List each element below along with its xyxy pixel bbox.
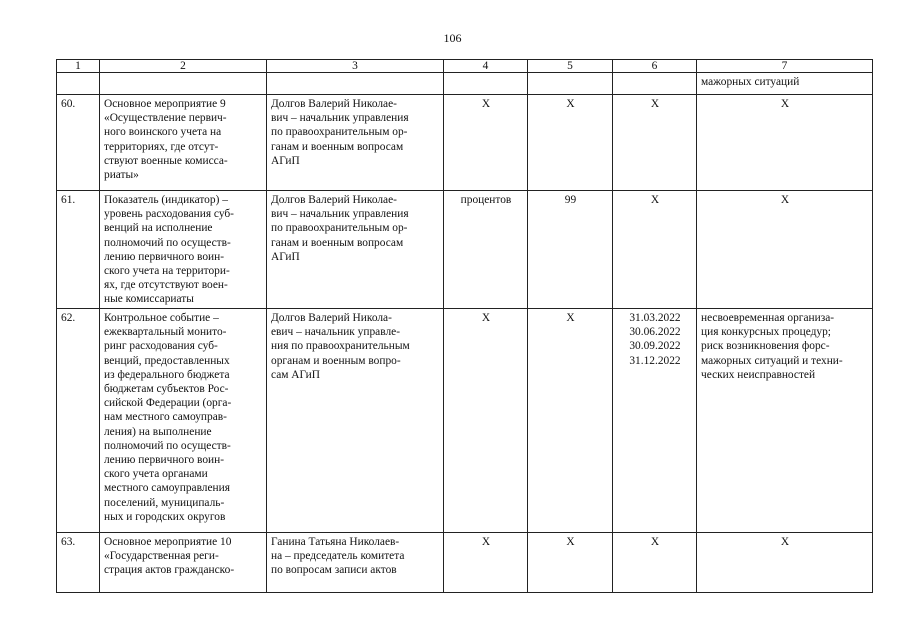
responsible-line: сам АГиП xyxy=(271,368,321,381)
date-line: 30.09.2022 xyxy=(629,340,681,353)
risk-line: риск возникновения форс- xyxy=(701,340,830,353)
row-number: 60. xyxy=(57,95,100,191)
empty-cell xyxy=(267,73,444,95)
measure-name xyxy=(100,533,267,593)
dates-cell xyxy=(613,95,697,191)
measures-table xyxy=(56,59,873,593)
responsible-line: по вопросам записи актов xyxy=(271,564,397,577)
measure-name-line: ного воинского учета на xyxy=(104,126,222,139)
column-number: 7 xyxy=(697,60,873,73)
measure-name-line: поселений, муниципаль- xyxy=(104,496,225,509)
date-line: 31.03.2022 xyxy=(629,312,681,324)
measure-name-line: риаты» xyxy=(104,169,139,182)
row-number: 63. xyxy=(57,533,100,593)
table-row xyxy=(57,95,873,191)
measure-name xyxy=(100,95,267,191)
empty-cell xyxy=(613,73,697,95)
unit-cell: процентов xyxy=(444,191,528,309)
responsible-person xyxy=(267,191,444,309)
value-cell: X xyxy=(528,533,613,593)
measure-name-line: лению первичного воин- xyxy=(104,454,225,467)
measure-name-line: лению первичного воин- xyxy=(104,250,225,263)
date-line: 30.06.2022 xyxy=(629,326,681,339)
risk-line: X xyxy=(780,536,790,548)
dates-cell xyxy=(613,533,697,593)
column-number: 1 xyxy=(57,60,100,73)
risk-cell xyxy=(697,191,873,309)
empty-cell xyxy=(528,73,613,95)
measure-name-line: ского учета органами xyxy=(104,468,208,481)
measure-name-line: венций на исполнение xyxy=(104,222,213,235)
measure-name-line: ствуют военные комисса- xyxy=(104,154,228,167)
unit-cell: X xyxy=(444,309,528,533)
measure-name xyxy=(100,309,267,533)
risk-cell xyxy=(697,95,873,191)
risk-line: несвоевременная организа- xyxy=(701,312,835,324)
row-number: 62. xyxy=(57,309,100,533)
measure-name-line: ежеквартальный монито- xyxy=(104,326,227,339)
responsible-line: Ганина Татьяна Николаев- xyxy=(271,536,400,548)
responsible-line: органам и военным вопро- xyxy=(271,354,401,367)
responsible-line: ния по правоохранительным xyxy=(271,340,410,353)
measure-name-line: «Осуществление первич- xyxy=(104,112,227,125)
carry-over-risk-text: мажорных ситуаций xyxy=(697,73,873,95)
risk-line: X xyxy=(780,98,790,110)
measure-name-line: «Государственная реги- xyxy=(104,550,219,563)
date-line: X xyxy=(650,98,660,110)
responsible-person xyxy=(267,309,444,533)
date-line: X xyxy=(650,194,660,206)
dates-cell xyxy=(613,309,697,533)
measure-name-line: ского учета на территори- xyxy=(104,265,230,278)
responsible-line: Долгов Валерий Никола- xyxy=(271,312,392,324)
value-cell: X xyxy=(528,309,613,533)
responsible-line: вич – начальник управления xyxy=(271,208,409,221)
measure-name-line: ях, где отсутствуют воен- xyxy=(104,279,228,292)
value-cell: 99 xyxy=(528,191,613,309)
table-row xyxy=(57,191,873,309)
measure-name-line: ринг расходования суб- xyxy=(104,340,218,353)
measure-name-line: венций, предоставленных xyxy=(104,354,230,367)
responsible-line: АГиП xyxy=(271,154,300,167)
unit-cell: X xyxy=(444,95,528,191)
responsible-person xyxy=(267,533,444,593)
unit-cell: X xyxy=(444,533,528,593)
responsible-line: Долгов Валерий Николае- xyxy=(271,194,397,206)
measure-name-line: нам местного самоуправ- xyxy=(104,411,227,424)
risk-line: X xyxy=(780,194,790,206)
measure-name-line: полномочий по осуществ- xyxy=(104,236,231,249)
measure-name-line: территориях, где отсут- xyxy=(104,140,219,153)
responsible-line: ганам и военным вопросам xyxy=(271,236,404,249)
date-line: 31.12.2022 xyxy=(629,354,681,367)
measure-name-line: Контрольное событие – xyxy=(104,312,219,324)
measure-name-line: ления) на выполнение xyxy=(104,425,212,438)
risk-cell xyxy=(697,309,873,533)
column-number: 4 xyxy=(444,60,528,73)
responsible-line: вич – начальник управления xyxy=(271,112,409,125)
column-number: 5 xyxy=(528,60,613,73)
risk-line: ческих неисправностей xyxy=(701,368,816,381)
responsible-person xyxy=(267,95,444,191)
column-number-row xyxy=(57,60,873,73)
carry-over-row xyxy=(57,73,873,95)
measure-name-line: ных и городских округов xyxy=(104,510,226,523)
empty-cell xyxy=(444,73,528,95)
risk-cell xyxy=(697,533,873,593)
responsible-line: АГиП xyxy=(271,250,300,263)
dates-cell xyxy=(613,191,697,309)
measure-name-line: Показатель (индикатор) – xyxy=(104,194,228,206)
column-number: 2 xyxy=(100,60,267,73)
measure-name-line: уровень расходования суб- xyxy=(104,208,234,221)
column-number: 3 xyxy=(267,60,444,73)
measure-name-line: Основное мероприятие 9 xyxy=(104,98,226,110)
measure-name-line: местного самоуправления xyxy=(104,482,230,495)
responsible-line: евич – начальник управле- xyxy=(271,326,400,339)
responsible-line: ганам и военным вопросам xyxy=(271,140,404,153)
measure-name-line: страция актов гражданско- xyxy=(104,564,235,577)
row-number: 61. xyxy=(57,191,100,309)
measure-name xyxy=(100,191,267,309)
column-number: 6 xyxy=(613,60,697,73)
measure-name-line: ные комиссариаты xyxy=(104,293,194,306)
measure-name-line: из федерального бюджета xyxy=(104,368,230,381)
empty-cell xyxy=(100,73,267,95)
value-cell: X xyxy=(528,95,613,191)
responsible-line: по правоохранительным ор- xyxy=(271,126,408,139)
table-row xyxy=(57,533,873,593)
measure-name-line: бюджетам субъектов Рос- xyxy=(104,383,229,396)
empty-cell xyxy=(57,73,100,95)
date-line: X xyxy=(650,536,660,548)
responsible-line: на – председатель комитета xyxy=(271,550,405,563)
risk-line: ция конкурсных процедур; xyxy=(701,326,831,339)
risk-line: мажорных ситуаций и техни- xyxy=(701,354,843,367)
measure-name-line: Основное мероприятие 10 xyxy=(104,536,232,548)
table-row xyxy=(57,309,873,533)
measure-name-line: сийской Федерации (орга- xyxy=(104,397,232,410)
page-number: 106 xyxy=(443,31,462,45)
responsible-line: Долгов Валерий Николае- xyxy=(271,98,397,110)
responsible-line: по правоохранительным ор- xyxy=(271,222,408,235)
measure-name-line: полномочий по осуществ- xyxy=(104,439,231,452)
